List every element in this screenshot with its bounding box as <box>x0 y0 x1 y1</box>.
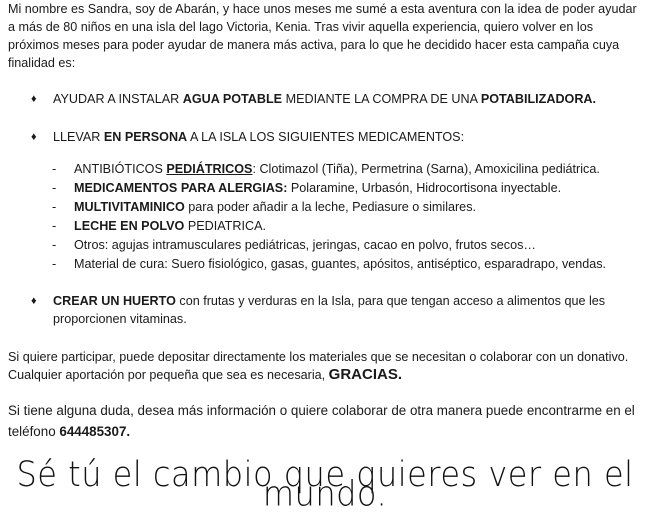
diamond-bullet-icon: ♦ <box>31 93 37 105</box>
goal-medicines: ♦ LLEVAR EN PERSONA A LA ISLA LOS SIGUIENTES MEDICAMENTOS: <box>31 130 465 144</box>
medicine-list <box>8 160 644 274</box>
goals-list <box>8 90 644 328</box>
list-item: - ANTIBIÓTICOS PEDIÁTRICOS: Clotimazol (Tiña), Permetrina (Sarna), Amoxicilina pediátrica. <box>52 162 600 176</box>
list-item: - Material de cura: Suero fisiológico, gasas, guantes, apósitos, antiséptico, esparadrapo, vendas. <box>52 257 607 271</box>
list-item: - MULTIVITAMINICO para poder añadir a la leche, Pediasure o similares. <box>52 200 476 214</box>
phone-number: 644485307. <box>59 424 131 439</box>
goal-water: ♦ AYUDAR A INSTALAR AGUA POTABLE MEDIANTE LA COMPRA DE UNA POTABILIZADORA. <box>31 92 597 106</box>
contact-paragraph: Si tiene alguna duda, desea más información o quiere colaborar de otra manera puede encontrarme en el teléfono 644485307. <box>8 403 635 439</box>
diamond-bullet-icon: ♦ <box>31 295 37 307</box>
campaign-letter <box>8 0 644 442</box>
list-item: - LECHE EN POLVO PEDIATRICA. <box>52 219 266 233</box>
list-item: - Otros: agujas intramusculares pediátricas, jeringas, cacao en polvo, frutos secos… <box>52 238 536 252</box>
goal-garden: ♦ CREAR UN HUERTO con frutas y verduras en la Isla, para que tengan acceso a alimentos que les proporcionen vitaminas. <box>31 294 606 326</box>
motto-text: Sé tú el cambio que quieres ver en el mundo. <box>16 453 634 514</box>
list-item: - MEDICAMENTOS PARA ALERGIAS: Polaramine, Urbasón, Hidrocortisona inyectable. <box>52 181 562 195</box>
diamond-bullet-icon: ♦ <box>31 131 37 143</box>
closing-paragraph: Si quiere participar, puede depositar directamente los materiales que se necesitan o colaborar con un donativo. Cualquier aportación por pequeña que sea es necesaria, GRACIAS. <box>8 350 629 383</box>
thanks-text: GRACIAS. <box>328 366 403 383</box>
intro-paragraph: Mi nombre es Sandra, soy de Abarán, y hace unos meses me sumé a esta aventura con la idea de poder ayudar a más de 80 niños en una isla del lago Victoria, Kenia. Tras vivir aquella experiencia, quiero volver en los próximos meses para poder ayudar de manera más activa, para lo que he decidido hacer esta campaña cuya finalidad es: <box>8 2 637 70</box>
